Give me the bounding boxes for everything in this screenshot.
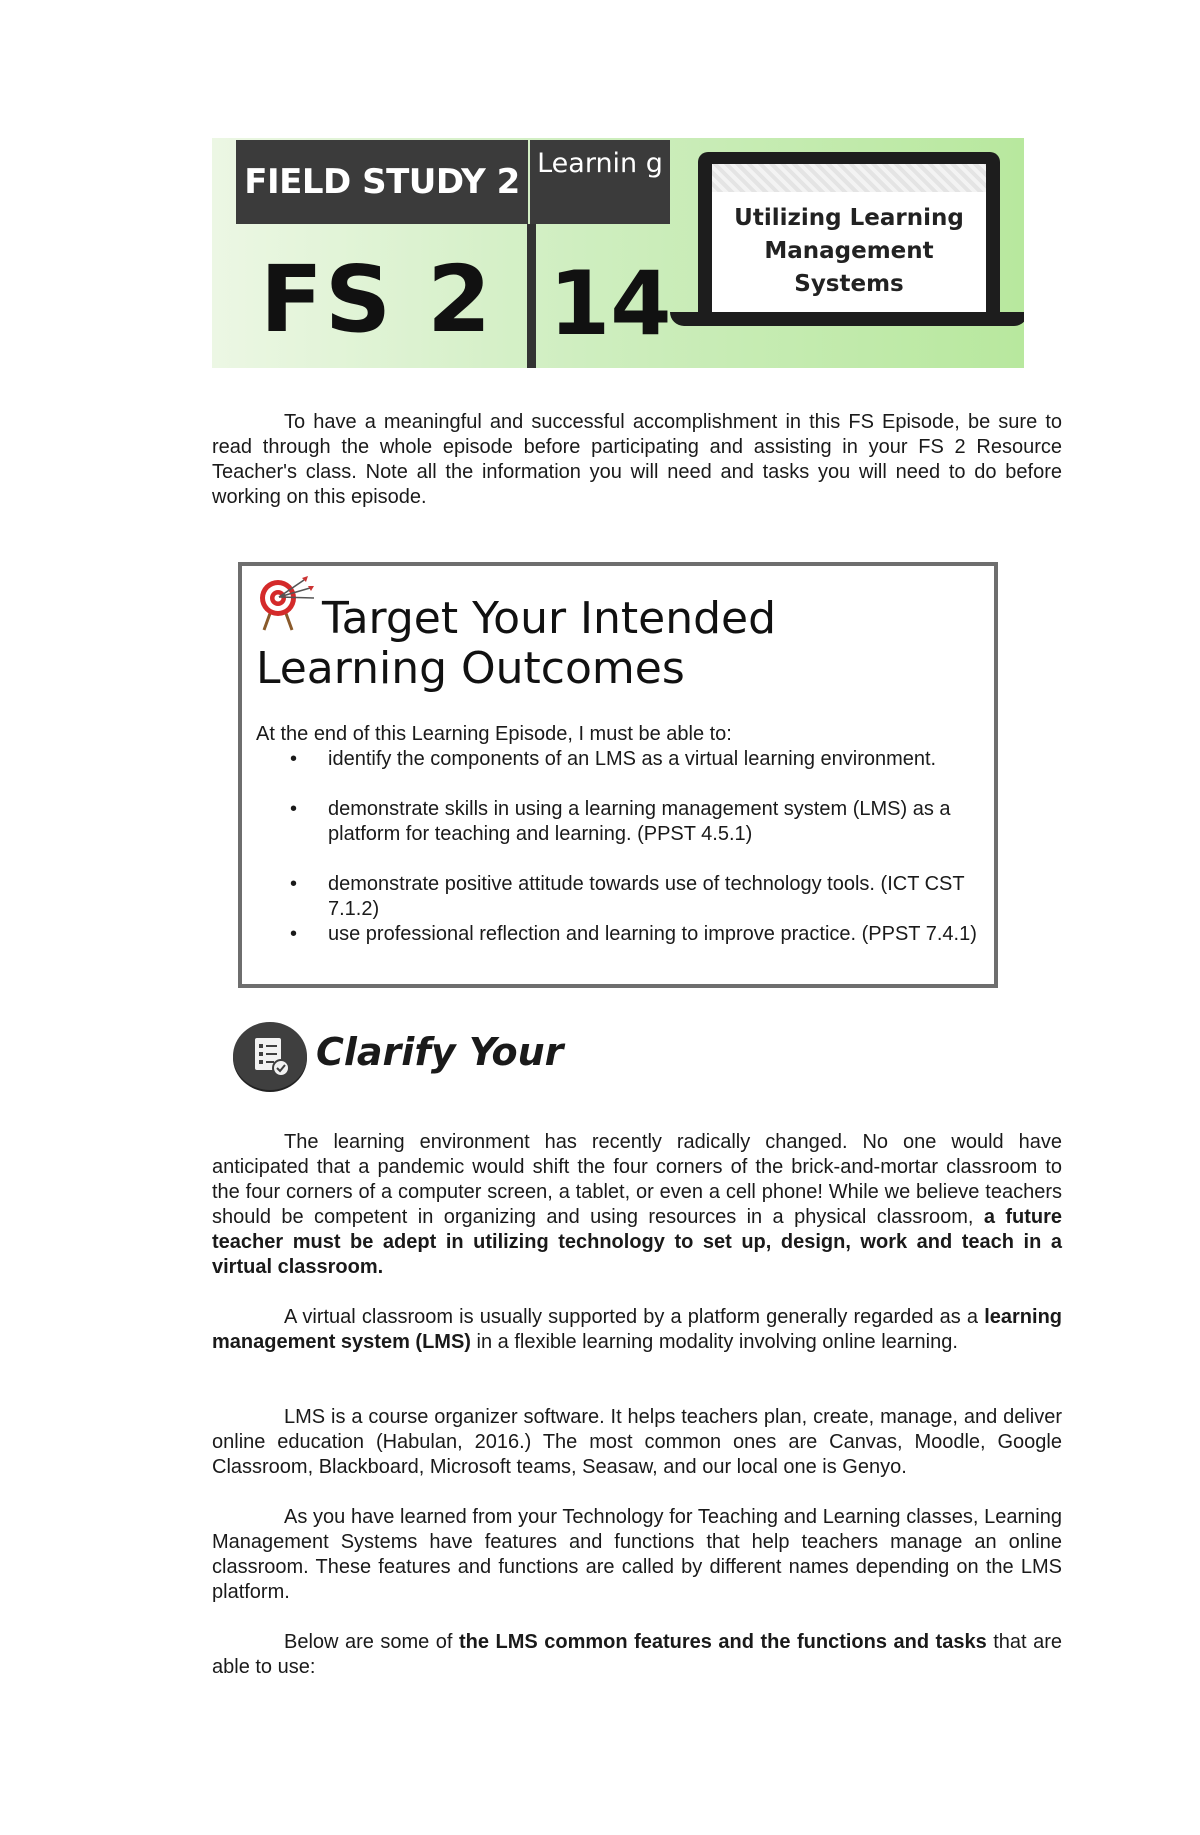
paragraph-emphasis: the LMS common features and the functions and tasks xyxy=(459,1631,987,1653)
body-paragraph-2 xyxy=(212,1305,1062,1355)
list-item xyxy=(256,922,980,947)
list-item xyxy=(256,747,980,772)
course-code: FS 2 xyxy=(260,246,494,353)
bullet: • xyxy=(290,923,298,945)
paragraph-text: Below are some of xyxy=(284,1631,459,1653)
outcomes-title xyxy=(256,594,976,694)
bullet: • xyxy=(290,873,298,895)
outcomes-title-line1: Target Your Intended xyxy=(322,593,777,644)
laptop-screen-pattern xyxy=(712,164,986,192)
checklist-icon xyxy=(233,1022,307,1090)
paragraph-emphasis: a future teacher must be adept in utilizing technology to set up, design, work and teach in a virtual classroom. xyxy=(212,1206,1062,1278)
clarify-title: Clarify Your xyxy=(316,1030,564,1074)
body-paragraph-1 xyxy=(212,1130,1062,1280)
paragraph-emphasis: learning management system (LMS) xyxy=(212,1306,1062,1353)
bullet: • xyxy=(290,748,298,770)
lesson-number: 14 xyxy=(549,252,672,355)
bullet: • xyxy=(290,798,298,820)
lesson-label: Learnin g xyxy=(530,140,670,224)
episode-banner xyxy=(212,138,1024,368)
laptop-base xyxy=(670,312,1024,326)
outcome-text: identify the components of an LMS as a virtual learning environment. xyxy=(328,748,937,770)
list-item xyxy=(256,797,980,847)
paragraph-text: A virtual classroom is usually supported by a platform generally regarded as a xyxy=(284,1306,985,1328)
body-paragraph-3: LMS is a course organizer software. It helps teachers plan, create, manage, and deliver online education (Habulan, 2016.) The most common ones are Canvas, Moodle, Google Classroom, Blackboard, Microsoft teams, Seasaw, and our local one is Genyo. xyxy=(212,1406,1062,1478)
outcomes-list xyxy=(256,747,980,947)
outcome-text: use professional reflection and learning to improve practice. (PPST 7.4.1) xyxy=(328,923,977,945)
paragraph-text: The learning environment has recently radically changed. No one would have anticipated that a pandemic would shift the four corners of the brick-and-mortar classroom to the four corners of a computer screen, a tablet, or even a cell phone! While we believe teachers should be competent in organizing and using resources in a physical classroom, xyxy=(212,1131,1062,1228)
learning-outcomes-box xyxy=(238,562,998,988)
body-paragraph-5 xyxy=(212,1630,1062,1680)
paragraph-text: that are able to use: xyxy=(212,1631,1062,1678)
outcome-text: demonstrate positive attitude towards use of technology tools. (ICT CST 7.1.2) xyxy=(328,873,965,920)
intro-paragraph: To have a meaningful and successful accomplishment in this FS Episode, be sure to read through the whole episode before participating and assisting in your FS 2 Resource Teacher's class. Note all the information you will need and tasks you will need to do before working on this episode. xyxy=(212,411,1062,508)
outcomes-title-line2: Learning Outcomes xyxy=(256,643,685,694)
outcomes-intro: At the end of this Learning Episode, I must be able to: xyxy=(256,723,732,745)
series-label: FIELD STUDY 2 xyxy=(236,140,528,224)
banner-divider xyxy=(527,224,536,368)
body-paragraph-4: As you have learned from your Technology for Teaching and Learning classes, Learning Management Systems have features and functions that help teachers manage an online classroom. These features and functions are called by different names depending on the LMS platform. xyxy=(212,1506,1062,1603)
outcome-text: demonstrate skills in using a learning management system (LMS) as a platform for teaching and learning. (PPST 4.5.1) xyxy=(328,798,951,845)
paragraph-text: in a flexible learning modality involving online learning. xyxy=(470,1331,958,1353)
list-item xyxy=(256,872,980,922)
episode-title: Utilizing Learning Management Systems xyxy=(734,205,964,297)
